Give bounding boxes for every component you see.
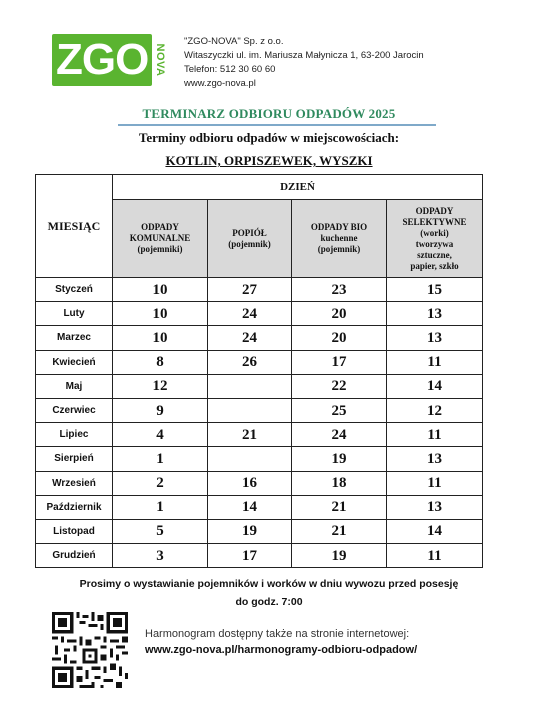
month-cell: Czerwiec bbox=[36, 398, 113, 422]
table-row bbox=[36, 495, 483, 519]
day-cell: 4 bbox=[113, 423, 208, 447]
month-cell: Styczeń bbox=[36, 278, 113, 302]
logo-side-text: NOVA bbox=[154, 43, 166, 77]
table-row bbox=[36, 302, 483, 326]
day-cell: 13 bbox=[387, 302, 483, 326]
logo-side bbox=[153, 38, 167, 82]
table-row bbox=[36, 326, 483, 350]
note-line-2: do godz. 7:00 bbox=[235, 596, 303, 608]
day-cell: 10 bbox=[113, 302, 208, 326]
zgo-nova-logo bbox=[52, 34, 168, 86]
title-divider bbox=[118, 124, 436, 126]
company-phone: Telefon: 512 30 60 60 bbox=[184, 64, 276, 75]
day-cell: 10 bbox=[113, 278, 208, 302]
day-cell: 24 bbox=[208, 302, 292, 326]
day-cell: 18 bbox=[292, 471, 387, 495]
day-cell: 14 bbox=[208, 495, 292, 519]
table-row bbox=[36, 447, 483, 471]
month-cell: Maj bbox=[36, 374, 113, 398]
table-row bbox=[36, 350, 483, 374]
month-cell: Sierpień bbox=[36, 447, 113, 471]
day-cell: 9 bbox=[113, 398, 208, 422]
day-cell: 24 bbox=[208, 326, 292, 350]
column-header-communal: ODPADY KOMUNALNE (pojemniki) bbox=[113, 200, 208, 278]
day-cell: 11 bbox=[387, 544, 483, 568]
day-cell: 24 bbox=[292, 423, 387, 447]
day-cell: 17 bbox=[292, 350, 387, 374]
company-website: www.zgo-nova.pl bbox=[184, 78, 256, 89]
day-cell: 2 bbox=[113, 471, 208, 495]
day-cell: 1 bbox=[113, 495, 208, 519]
day-cell: 12 bbox=[113, 374, 208, 398]
day-cell: 15 bbox=[387, 278, 483, 302]
day-cell: 11 bbox=[387, 350, 483, 374]
day-cell: 20 bbox=[292, 302, 387, 326]
table-row bbox=[36, 278, 483, 302]
day-cell: 21 bbox=[292, 519, 387, 543]
day-cell: 23 bbox=[292, 278, 387, 302]
day-header: DZIEŃ bbox=[113, 175, 483, 200]
company-address: Witaszyczki ul. im. Mariusza Małynicza 1, 63-200 Jarocin bbox=[184, 50, 424, 61]
month-cell: Kwiecień bbox=[36, 350, 113, 374]
day-cell: 21 bbox=[292, 495, 387, 519]
instruction-note bbox=[30, 575, 508, 611]
day-cell: 3 bbox=[113, 544, 208, 568]
month-cell: Marzec bbox=[36, 326, 113, 350]
day-cell: 13 bbox=[387, 495, 483, 519]
note-line-1: Prosimy o wystawianie pojemników i worków w dniu wywozu przed posesję bbox=[79, 578, 459, 590]
day-cell: 21 bbox=[208, 423, 292, 447]
day-cell: 5 bbox=[113, 519, 208, 543]
schedule-rows bbox=[36, 278, 483, 568]
footer-schedule-link[interactable]: www.zgo-nova.pl/harmonogramy-odbioru-odpadow/ bbox=[145, 644, 418, 656]
month-cell: Październik bbox=[36, 495, 113, 519]
table-row bbox=[36, 423, 483, 447]
day-cell: 13 bbox=[387, 447, 483, 471]
table-row bbox=[36, 398, 483, 422]
table-row bbox=[36, 374, 483, 398]
day-cell: 17 bbox=[208, 544, 292, 568]
footer-availability-text: Harmonogram dostępny także na stronie internetowej: bbox=[145, 628, 410, 640]
day-cell: 13 bbox=[387, 326, 483, 350]
month-cell: Listopad bbox=[36, 519, 113, 543]
day-cell: 14 bbox=[387, 519, 483, 543]
column-header-selective: ODPADY SELEKTYWNE (worki) tworzywa sztuczne, papier, szkło bbox=[387, 200, 483, 278]
collection-schedule-table bbox=[35, 174, 483, 568]
day-cell bbox=[208, 398, 292, 422]
company-name: "ZGO-NOVA" Sp. z o.o. bbox=[184, 36, 284, 47]
month-cell: Lipiec bbox=[36, 423, 113, 447]
logo-text: ZGO bbox=[56, 35, 149, 84]
qr-code-icon bbox=[52, 612, 128, 688]
day-cell bbox=[208, 374, 292, 398]
day-cell: 16 bbox=[208, 471, 292, 495]
day-cell: 25 bbox=[292, 398, 387, 422]
table-row bbox=[36, 544, 483, 568]
day-cell: 11 bbox=[387, 471, 483, 495]
day-cell: 12 bbox=[387, 398, 483, 422]
day-cell: 26 bbox=[208, 350, 292, 374]
company-info bbox=[184, 35, 424, 91]
page-title: TERMINARZ ODBIORU ODPADÓW 2025 bbox=[142, 106, 396, 121]
day-cell: 22 bbox=[292, 374, 387, 398]
table-row bbox=[36, 471, 483, 495]
day-cell: 19 bbox=[292, 544, 387, 568]
month-cell: Wrzesień bbox=[36, 471, 113, 495]
page-subtitle: Terminy odbioru odpadów w miejscowościach: bbox=[138, 130, 400, 145]
logo-green-block bbox=[52, 34, 152, 86]
column-header-bio: ODPADY BIO kuchenne (pojemnik) bbox=[292, 200, 387, 278]
day-cell: 20 bbox=[292, 326, 387, 350]
day-cell bbox=[208, 447, 292, 471]
day-cell: 27 bbox=[208, 278, 292, 302]
month-header: MIESIĄC bbox=[36, 175, 113, 278]
column-header-ash: POPIÓŁ (pojemnik) bbox=[208, 200, 292, 278]
day-cell: 19 bbox=[208, 519, 292, 543]
day-cell: 1 bbox=[113, 447, 208, 471]
table-row bbox=[36, 519, 483, 543]
day-cell: 14 bbox=[387, 374, 483, 398]
day-cell: 10 bbox=[113, 326, 208, 350]
day-cell: 8 bbox=[113, 350, 208, 374]
places-list: KOTLIN, ORPISZEWEK, WYSZKI bbox=[165, 153, 373, 168]
day-cell: 11 bbox=[387, 423, 483, 447]
month-cell: Grudzień bbox=[36, 544, 113, 568]
day-cell: 19 bbox=[292, 447, 387, 471]
month-cell: Luty bbox=[36, 302, 113, 326]
